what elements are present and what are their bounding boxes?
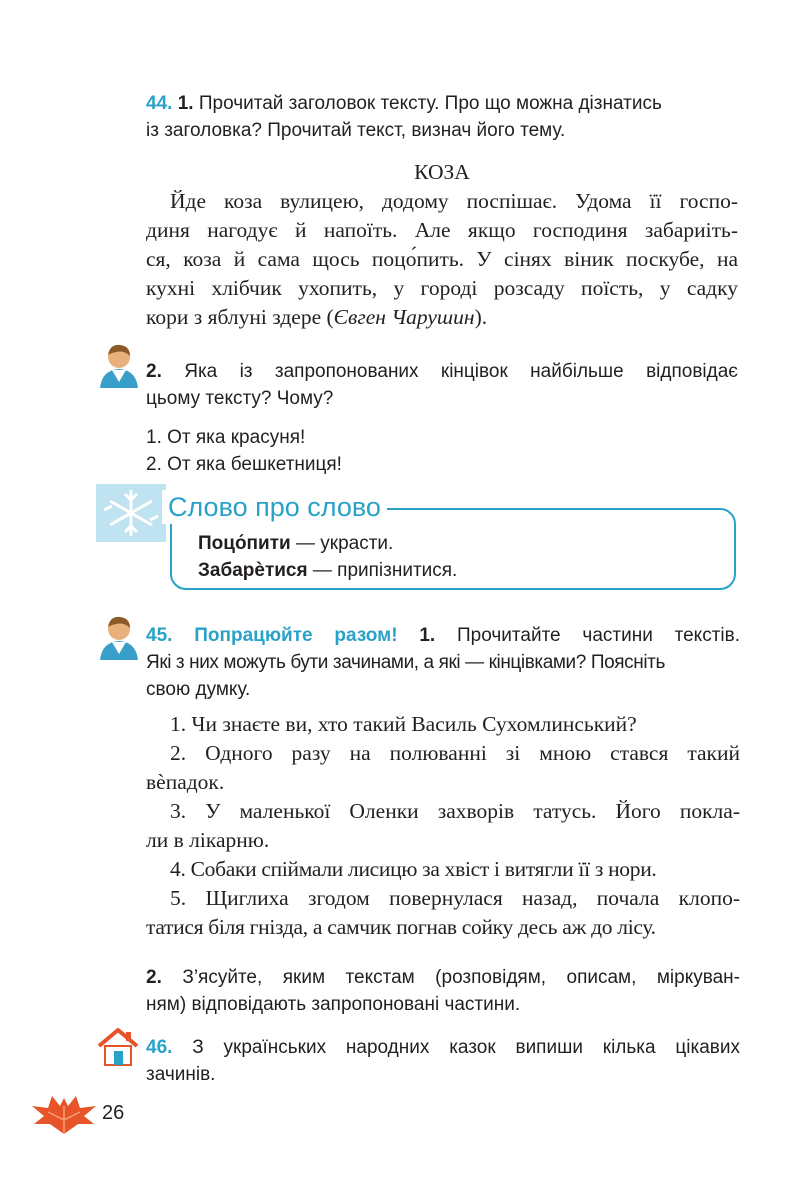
word-box-title: Слово про слово [162,490,387,524]
task-text: із заголовка? Прочитай текст, визнач його тему. [146,120,566,141]
definition: — украсти. [290,533,394,554]
task-number: 45. [146,625,173,646]
term: Забарѐтися [198,560,308,581]
option-item: 2. От яка бешкетниця! [146,454,342,475]
task-45 [146,622,740,703]
text-part: 3. У маленької Оленки захворів татусь. Його покла- [170,799,740,823]
question-text: цьому тексту? Чому? [146,388,334,409]
story-line: кухні хлібчик ухопить, у городі розсаду поїсть, у садку [146,276,738,300]
step-number: 2. [146,361,162,382]
pair-work-icon [96,612,142,662]
task-number: 44. [146,93,173,114]
text-part: 2. Одного разу на полюванні зі мною стався такий [170,741,740,765]
text-part: 4. Собаки спіймали лисицю за хвіст і витягли її з нори. [170,857,657,881]
task-text: З українських народних казок випиши кілька цікавих [192,1037,740,1058]
task-text: Прочитайте частини текстів. [457,625,741,646]
text-parts-list [146,710,740,942]
task-text: Які з них можуть бути зачинами, а які — кінцівками? Поясніть [146,652,665,673]
question-text: Яка із запропонованих кінцівок найбільше відповідає [184,361,738,382]
snowflake-decoration-icon [96,484,166,542]
task-44 [146,90,746,144]
task-45-step-2 [146,964,740,1018]
text-part: вѐпадок. [146,770,225,794]
group-work-label: Попрацюйте разом! [194,625,398,646]
autumn-leaf-icon [30,1094,98,1136]
story [146,158,738,332]
text-part: ли в лікарню. [146,828,270,852]
text-part: 1. Чи знаєте ви, хто такий Василь Сухомлинський? [170,712,637,736]
page-number: 26 [102,1102,125,1124]
task-text: зачинів. [146,1064,216,1085]
task-text: З’ясуйте, яким текстам (розповідям, описам, міркуван- [182,967,741,988]
option-item: 1. От яка красуня! [146,427,306,448]
question-2 [146,358,738,478]
task-46 [146,1034,740,1088]
task-text: свою думку. [146,679,251,700]
text-part: татися біля гнізда, а самчик погнав сойку десь аж до лісу. [146,915,656,939]
term: Поцо́пити [198,533,291,554]
task-text: Прочитай заголовок тексту. Про що можна дізнатись [198,93,662,114]
step-number: 2. [146,967,162,988]
story-line-last: кори з яблуні здере (Євген Чарушин). [146,305,488,329]
task-number: 46. [146,1037,173,1058]
story-line: Йде коза вулицею, додому поспішає. Удома її госпо- [170,189,738,213]
story-line: ся, коза й сама щось поцо́пить. У сінях віник поскубе, на [146,247,738,271]
homework-house-icon [96,1026,140,1068]
story-line: диня нагодує й напоїть. Але якщо господиня забариіть- [146,218,738,242]
task-text: ням) відповідають запропоновані частини. [146,994,521,1015]
word-definitions [198,530,457,584]
text-part: 5. Щиглиха згодом повернулася назад, почала клопо- [170,886,740,910]
story-title: КОЗА [414,160,470,184]
step-number: 1. [419,625,436,646]
definition: — припізнитися. [307,560,458,581]
step-number: 1. [177,93,194,114]
author-name: Євген Чарушин [333,305,475,329]
pair-work-icon [96,340,142,390]
